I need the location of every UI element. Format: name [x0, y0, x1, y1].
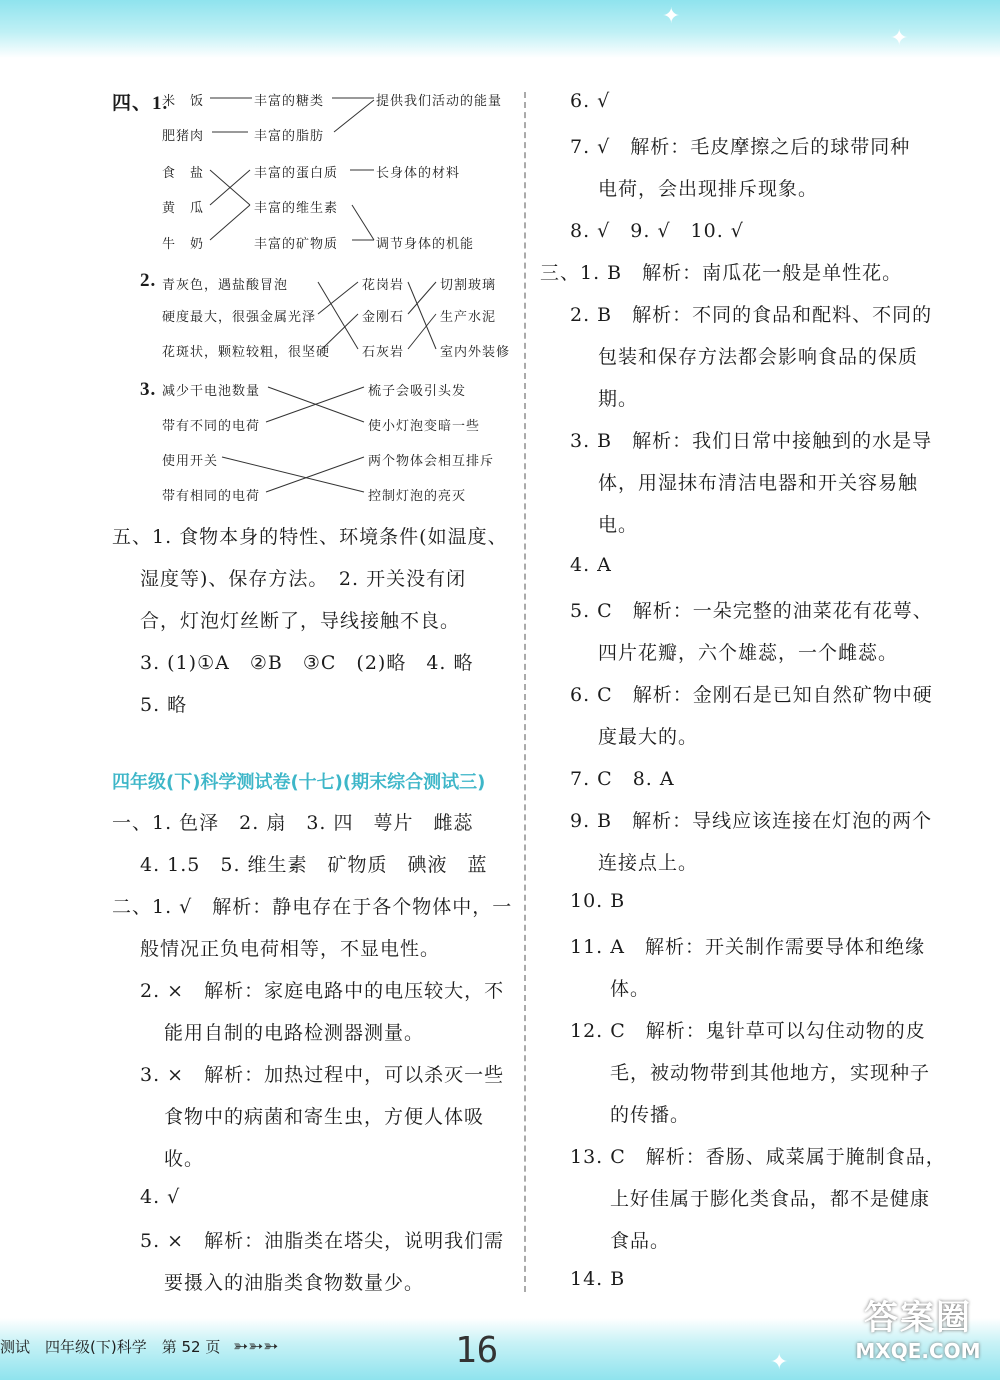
- answer-line: 要摄入的油脂类食物数量少。: [164, 1272, 425, 1294]
- answer-line: 4. √: [140, 1186, 181, 1208]
- sparkle-icon: ✦: [890, 26, 909, 51]
- arrow-decoration-icon: ➳➳➳: [233, 1336, 279, 1357]
- answer-line: 4. A: [570, 554, 612, 576]
- food-item: 牛 奶: [162, 237, 205, 252]
- sparkle-icon: ✦: [662, 4, 681, 29]
- answer-line: 13. C 解析：香肠、咸菜属于腌制食品，: [570, 1146, 946, 1168]
- function-item: 调节身体的机能: [376, 237, 475, 252]
- answer-line: 毛，被动物带到其他地方，实现种子: [610, 1062, 931, 1084]
- rock-name: 花岗岩: [362, 278, 405, 293]
- circuit-cause: 带有相同的电荷: [162, 489, 261, 504]
- question-number: 3.: [140, 379, 157, 400]
- food-item: 黄 瓜: [162, 201, 205, 216]
- watermark-logo: 答案圈: [864, 1298, 972, 1338]
- answer-line: 般情况正负电荷相等，不显电性。: [140, 938, 441, 960]
- answer-line: 能用自制的电路检测器测量。: [164, 1022, 425, 1044]
- answer-line: 8. √ 9. √ 10. √: [570, 220, 744, 242]
- rock-property: 青灰色，遇盐酸冒泡: [162, 278, 289, 293]
- answer-line: 5. C 解析：一朵完整的油菜花有花萼、: [570, 600, 933, 622]
- answer-line: 5. × 解析：油脂类在塔尖，说明我们需: [140, 1230, 505, 1252]
- answer-line: 包装和保存方法都会影响食品的保质: [598, 346, 919, 368]
- answer-line: 电荷，会出现排斥现象。: [598, 178, 819, 200]
- nutrient-item: 丰富的矿物质: [254, 237, 339, 252]
- answer-line: 二、1. √ 解析：静电存在于各个物体中，一: [112, 896, 513, 918]
- handwritten-number: 16: [455, 1330, 499, 1371]
- answer-line: 连接点上。: [598, 852, 699, 874]
- rock-property: 花斑状，颗粒较粗，很坚硬: [162, 345, 331, 360]
- answer-line: 2. × 解析：家庭电路中的电压较大，不: [140, 980, 505, 1002]
- answer-line: 电。: [598, 514, 639, 536]
- answer-line: 度最大的。: [598, 726, 699, 748]
- footer-text: 测试 四年级(下)科学 第 52 页: [0, 1338, 221, 1356]
- answer-line: 7. C 8. A: [570, 768, 675, 790]
- circuit-cause: 使用开关: [162, 454, 219, 469]
- answer-line: 4. 1.5 5. 维生素 矿物质 碘液 蓝: [140, 854, 488, 876]
- answer-line: 期。: [598, 388, 639, 410]
- nutrient-item: 丰富的维生素: [254, 201, 339, 216]
- answer-line: 10. B: [570, 890, 626, 912]
- answer-line: 5. 略: [140, 694, 188, 716]
- answer-line: 上好佳属于膨化类食品，都不是健康: [610, 1188, 931, 1210]
- answer-line: 体。: [610, 978, 651, 1000]
- nutrient-item: 丰富的脂肪: [254, 129, 325, 144]
- circuit-effect: 使小灯泡变暗一些: [368, 419, 481, 434]
- top-decorative-band: [0, 0, 1000, 58]
- answer-line: 四片花瓣，六个雄蕊，一个雌蕊。: [598, 642, 899, 664]
- answer-line: 湿度等)、保存方法。 2. 开关没有闭: [140, 568, 467, 590]
- food-item: 食 盐: [162, 166, 205, 181]
- column-divider: [524, 92, 526, 1292]
- answer-line: 收。: [164, 1148, 205, 1170]
- food-item: 肥猪肉: [162, 129, 205, 144]
- answer-line: 6. √: [570, 90, 611, 112]
- answer-line: 的传播。: [610, 1104, 691, 1126]
- circuit-effect: 两个物体会相互排斥: [368, 454, 495, 469]
- nutrient-item: 丰富的糖类: [254, 94, 325, 109]
- rock-use: 切割玻璃: [440, 278, 497, 293]
- rock-name: 金刚石: [362, 310, 405, 325]
- function-item: 长身体的材料: [376, 166, 461, 181]
- answer-line: 体，用湿抹布清洁电器和开关容易触: [598, 472, 919, 494]
- test-section-title: 四年级(下)科学测试卷(十七)(期末综合测试三): [112, 772, 486, 793]
- answer-line: 9. B 解析：导线应该连接在灯泡的两个: [570, 810, 933, 832]
- answer-line: 6. C 解析：金刚石是已知自然矿物中硬: [570, 684, 933, 706]
- answer-line: 14. B: [570, 1268, 626, 1290]
- answer-line: 一、1. 色泽 2. 扇 3. 四 萼片 雌蕊: [112, 812, 474, 834]
- answer-line: 五、1. 食物本身的特性、环境条件(如温度、: [112, 526, 508, 548]
- function-item: 提供我们活动的能量: [376, 94, 503, 109]
- rock-property: 硬度最大，很强金属光泽: [162, 310, 317, 325]
- circuit-effect: 控制灯泡的亮灭: [368, 489, 467, 504]
- answer-line: 食物中的病菌和寄生虫，方便人体吸: [164, 1106, 485, 1128]
- circuit-effect: 梳子会吸引头发: [368, 384, 467, 399]
- answer-line: 3. × 解析：加热过程中，可以杀灭一些: [140, 1064, 505, 1086]
- rock-name: 石灰岩: [362, 345, 405, 360]
- section-4-label: 四、1.: [112, 93, 169, 114]
- answer-line: 11. A 解析：开关制作需要导体和绝缘: [570, 936, 925, 958]
- sparkle-icon: ✦: [770, 1350, 789, 1375]
- circuit-cause: 带有不同的电荷: [162, 419, 261, 434]
- answer-line: 7. √ 解析：毛皮摩擦之后的球带同种: [570, 136, 911, 158]
- answer-line: 3. B 解析：我们日常中接触到的水是导: [570, 430, 933, 452]
- watermark-url: MXQE.COM: [855, 1339, 981, 1363]
- answer-line: 2. B 解析：不同的食品和配料、不同的: [570, 304, 933, 326]
- answer-line: 合，灯泡灯丝断了，导线接触不良。: [140, 610, 461, 632]
- answer-line: 3. (1)①A ②B ③C (2)略 4. 略: [140, 652, 474, 674]
- watermark: [848, 1290, 988, 1363]
- answer-line: 12. C 解析：鬼针草可以勾住动物的皮: [570, 1020, 926, 1042]
- nutrient-item: 丰富的蛋白质: [254, 166, 339, 181]
- answer-line: 食品。: [610, 1230, 671, 1252]
- question-number: 2.: [140, 270, 157, 291]
- food-item: 米 饭: [162, 94, 205, 109]
- page-footer: [0, 1336, 278, 1357]
- answer-line: 三、1. B 解析：南瓜花一般是单性花。: [540, 262, 903, 284]
- circuit-cause: 减少干电池数量: [162, 384, 261, 399]
- rock-use: 生产水泥: [440, 310, 497, 325]
- rock-use: 室内外装修: [440, 345, 511, 360]
